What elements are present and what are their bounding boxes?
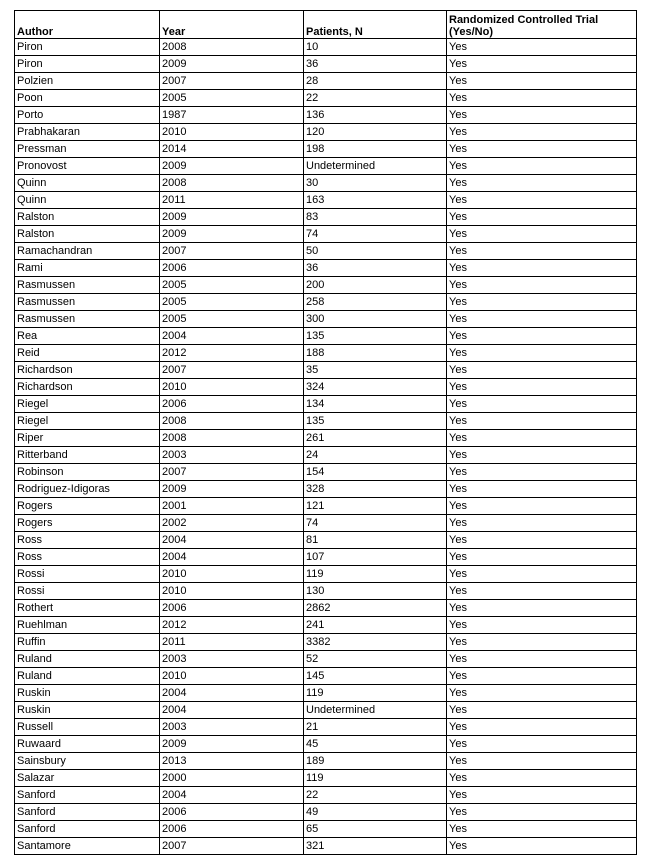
cell-patients: 188 bbox=[304, 345, 447, 362]
header-rct bbox=[447, 11, 637, 39]
cell-rct: Yes bbox=[447, 515, 637, 532]
cell-rct: Yes bbox=[447, 481, 637, 498]
cell-rct: Yes bbox=[447, 107, 637, 124]
table-row bbox=[15, 56, 637, 73]
cell-year: 2009 bbox=[160, 209, 304, 226]
table-row bbox=[15, 583, 637, 600]
cell-author: Rossi bbox=[15, 566, 160, 583]
cell-rct: Yes bbox=[447, 549, 637, 566]
cell-year: 2002 bbox=[160, 515, 304, 532]
cell-year: 2008 bbox=[160, 39, 304, 56]
cell-year: 2010 bbox=[160, 583, 304, 600]
cell-rct: Yes bbox=[447, 260, 637, 277]
cell-patients: 328 bbox=[304, 481, 447, 498]
cell-author: Ross bbox=[15, 549, 160, 566]
cell-patients: Undetermined bbox=[304, 702, 447, 719]
cell-author: Ruland bbox=[15, 651, 160, 668]
cell-rct: Yes bbox=[447, 532, 637, 549]
cell-year: 2007 bbox=[160, 362, 304, 379]
table-row bbox=[15, 498, 637, 515]
cell-year: 2008 bbox=[160, 413, 304, 430]
cell-patients: 81 bbox=[304, 532, 447, 549]
cell-patients: 136 bbox=[304, 107, 447, 124]
cell-author: Robinson bbox=[15, 464, 160, 481]
cell-author: Prabhakaran bbox=[15, 124, 160, 141]
cell-rct: Yes bbox=[447, 464, 637, 481]
cell-rct: Yes bbox=[447, 702, 637, 719]
cell-patients: 200 bbox=[304, 277, 447, 294]
cell-author: Sanford bbox=[15, 787, 160, 804]
cell-rct: Yes bbox=[447, 566, 637, 583]
header-rct-line1: Randomized Controlled Trial bbox=[449, 14, 599, 26]
cell-patients: 24 bbox=[304, 447, 447, 464]
cell-author: Ruskin bbox=[15, 685, 160, 702]
cell-author: Ramachandran bbox=[15, 243, 160, 260]
cell-year: 2006 bbox=[160, 821, 304, 838]
table-row bbox=[15, 107, 637, 124]
cell-year: 2011 bbox=[160, 634, 304, 651]
cell-author: Richardson bbox=[15, 362, 160, 379]
cell-author: Ross bbox=[15, 532, 160, 549]
cell-author: Poon bbox=[15, 90, 160, 107]
cell-rct: Yes bbox=[447, 396, 637, 413]
cell-rct: Yes bbox=[447, 430, 637, 447]
table-row bbox=[15, 209, 637, 226]
cell-patients: 258 bbox=[304, 294, 447, 311]
cell-rct: Yes bbox=[447, 719, 637, 736]
cell-author: Piron bbox=[15, 39, 160, 56]
cell-year: 2004 bbox=[160, 328, 304, 345]
cell-rct: Yes bbox=[447, 787, 637, 804]
cell-patients: 3382 bbox=[304, 634, 447, 651]
cell-rct: Yes bbox=[447, 243, 637, 260]
cell-patients: 130 bbox=[304, 583, 447, 600]
table-row bbox=[15, 73, 637, 90]
table-row bbox=[15, 617, 637, 634]
cell-rct: Yes bbox=[447, 158, 637, 175]
cell-patients: 145 bbox=[304, 668, 447, 685]
table-row bbox=[15, 753, 637, 770]
header-author: Author bbox=[15, 11, 160, 39]
cell-author: Rogers bbox=[15, 515, 160, 532]
cell-rct: Yes bbox=[447, 804, 637, 821]
cell-author: Rasmussen bbox=[15, 311, 160, 328]
cell-rct: Yes bbox=[447, 345, 637, 362]
cell-year: 2004 bbox=[160, 685, 304, 702]
cell-rct: Yes bbox=[447, 685, 637, 702]
cell-patients: 300 bbox=[304, 311, 447, 328]
cell-author: Rothert bbox=[15, 600, 160, 617]
cell-year: 2004 bbox=[160, 702, 304, 719]
table-header bbox=[15, 11, 637, 39]
cell-author: Riegel bbox=[15, 396, 160, 413]
table-row bbox=[15, 685, 637, 702]
cell-author: Rodriguez-Idigoras bbox=[15, 481, 160, 498]
cell-year: 2001 bbox=[160, 498, 304, 515]
cell-patients: 10 bbox=[304, 39, 447, 56]
cell-year: 2007 bbox=[160, 464, 304, 481]
table-row bbox=[15, 600, 637, 617]
cell-patients: 198 bbox=[304, 141, 447, 158]
cell-author: Rasmussen bbox=[15, 294, 160, 311]
cell-rct: Yes bbox=[447, 379, 637, 396]
cell-patients: 241 bbox=[304, 617, 447, 634]
cell-year: 2014 bbox=[160, 141, 304, 158]
cell-author: Rossi bbox=[15, 583, 160, 600]
cell-author: Ritterband bbox=[15, 447, 160, 464]
cell-patients: 121 bbox=[304, 498, 447, 515]
header-rct-line2: (Yes/No) bbox=[449, 26, 494, 38]
cell-patients: 65 bbox=[304, 821, 447, 838]
cell-author: Ralston bbox=[15, 209, 160, 226]
cell-year: 2008 bbox=[160, 430, 304, 447]
cell-patients: 134 bbox=[304, 396, 447, 413]
cell-year: 2003 bbox=[160, 447, 304, 464]
cell-patients: 50 bbox=[304, 243, 447, 260]
cell-author: Sanford bbox=[15, 821, 160, 838]
cell-year: 2005 bbox=[160, 294, 304, 311]
cell-author: Riper bbox=[15, 430, 160, 447]
cell-author: Porto bbox=[15, 107, 160, 124]
table-row bbox=[15, 362, 637, 379]
cell-rct: Yes bbox=[447, 413, 637, 430]
cell-year: 2010 bbox=[160, 379, 304, 396]
cell-year: 2012 bbox=[160, 617, 304, 634]
cell-patients: 83 bbox=[304, 209, 447, 226]
cell-patients: 119 bbox=[304, 566, 447, 583]
cell-patients: 74 bbox=[304, 226, 447, 243]
table-row bbox=[15, 651, 637, 668]
cell-patients: 324 bbox=[304, 379, 447, 396]
cell-author: Pressman bbox=[15, 141, 160, 158]
cell-author: Quinn bbox=[15, 192, 160, 209]
table-row bbox=[15, 192, 637, 209]
cell-author: Riegel bbox=[15, 413, 160, 430]
cell-patients: 135 bbox=[304, 413, 447, 430]
cell-patients: 119 bbox=[304, 770, 447, 787]
table-row bbox=[15, 532, 637, 549]
table-body bbox=[15, 39, 637, 855]
cell-author: Rea bbox=[15, 328, 160, 345]
table-row bbox=[15, 277, 637, 294]
cell-patients: 107 bbox=[304, 549, 447, 566]
cell-author: Ruehlman bbox=[15, 617, 160, 634]
cell-year: 2004 bbox=[160, 787, 304, 804]
cell-author: Santamore bbox=[15, 838, 160, 855]
cell-patients: 45 bbox=[304, 736, 447, 753]
cell-patients: 154 bbox=[304, 464, 447, 481]
cell-patients: 119 bbox=[304, 685, 447, 702]
table-row bbox=[15, 804, 637, 821]
cell-rct: Yes bbox=[447, 311, 637, 328]
cell-year: 2007 bbox=[160, 243, 304, 260]
cell-year: 2004 bbox=[160, 549, 304, 566]
cell-author: Ruskin bbox=[15, 702, 160, 719]
cell-rct: Yes bbox=[447, 328, 637, 345]
table-row bbox=[15, 481, 637, 498]
cell-author: Piron bbox=[15, 56, 160, 73]
cell-year: 2010 bbox=[160, 668, 304, 685]
cell-rct: Yes bbox=[447, 600, 637, 617]
table-row bbox=[15, 719, 637, 736]
cell-patients: Undetermined bbox=[304, 158, 447, 175]
cell-rct: Yes bbox=[447, 838, 637, 855]
cell-author: Rogers bbox=[15, 498, 160, 515]
cell-patients: 261 bbox=[304, 430, 447, 447]
cell-patients: 30 bbox=[304, 175, 447, 192]
cell-year: 2009 bbox=[160, 481, 304, 498]
cell-author: Ruland bbox=[15, 668, 160, 685]
cell-year: 1987 bbox=[160, 107, 304, 124]
cell-rct: Yes bbox=[447, 651, 637, 668]
cell-rct: Yes bbox=[447, 56, 637, 73]
cell-author: Richardson bbox=[15, 379, 160, 396]
table-row bbox=[15, 702, 637, 719]
cell-rct: Yes bbox=[447, 583, 637, 600]
table-row bbox=[15, 175, 637, 192]
cell-year: 2000 bbox=[160, 770, 304, 787]
cell-author: Polzien bbox=[15, 73, 160, 90]
header-year: Year bbox=[160, 11, 304, 39]
cell-patients: 52 bbox=[304, 651, 447, 668]
cell-rct: Yes bbox=[447, 124, 637, 141]
table-row bbox=[15, 294, 637, 311]
table-row bbox=[15, 549, 637, 566]
cell-year: 2009 bbox=[160, 158, 304, 175]
cell-rct: Yes bbox=[447, 736, 637, 753]
cell-year: 2005 bbox=[160, 277, 304, 294]
table-row bbox=[15, 838, 637, 855]
table-row bbox=[15, 260, 637, 277]
cell-rct: Yes bbox=[447, 447, 637, 464]
cell-year: 2006 bbox=[160, 600, 304, 617]
cell-year: 2013 bbox=[160, 753, 304, 770]
cell-year: 2009 bbox=[160, 56, 304, 73]
cell-rct: Yes bbox=[447, 226, 637, 243]
cell-year: 2006 bbox=[160, 396, 304, 413]
cell-patients: 35 bbox=[304, 362, 447, 379]
table-row bbox=[15, 413, 637, 430]
cell-patients: 36 bbox=[304, 260, 447, 277]
table-row bbox=[15, 787, 637, 804]
table-row bbox=[15, 243, 637, 260]
table-row bbox=[15, 515, 637, 532]
cell-author: Reid bbox=[15, 345, 160, 362]
cell-year: 2009 bbox=[160, 226, 304, 243]
cell-year: 2012 bbox=[160, 345, 304, 362]
cell-year: 2010 bbox=[160, 124, 304, 141]
table-row bbox=[15, 345, 637, 362]
cell-year: 2005 bbox=[160, 311, 304, 328]
table-row bbox=[15, 447, 637, 464]
cell-patients: 28 bbox=[304, 73, 447, 90]
cell-author: Sanford bbox=[15, 804, 160, 821]
cell-author: Ruwaard bbox=[15, 736, 160, 753]
cell-year: 2008 bbox=[160, 175, 304, 192]
cell-rct: Yes bbox=[447, 294, 637, 311]
table-row bbox=[15, 158, 637, 175]
cell-year: 2010 bbox=[160, 566, 304, 583]
cell-rct: Yes bbox=[447, 634, 637, 651]
cell-author: Rasmussen bbox=[15, 277, 160, 294]
cell-year: 2003 bbox=[160, 719, 304, 736]
table-row bbox=[15, 124, 637, 141]
cell-year: 2006 bbox=[160, 260, 304, 277]
cell-year: 2003 bbox=[160, 651, 304, 668]
cell-year: 2007 bbox=[160, 73, 304, 90]
cell-author: Russell bbox=[15, 719, 160, 736]
cell-rct: Yes bbox=[447, 277, 637, 294]
cell-author: Rami bbox=[15, 260, 160, 277]
table-row bbox=[15, 141, 637, 158]
cell-patients: 36 bbox=[304, 56, 447, 73]
cell-author: Sainsbury bbox=[15, 753, 160, 770]
cell-rct: Yes bbox=[447, 770, 637, 787]
cell-year: 2011 bbox=[160, 192, 304, 209]
cell-rct: Yes bbox=[447, 141, 637, 158]
table-row bbox=[15, 821, 637, 838]
cell-author: Quinn bbox=[15, 175, 160, 192]
cell-author: Salazar bbox=[15, 770, 160, 787]
table-row bbox=[15, 566, 637, 583]
cell-patients: 49 bbox=[304, 804, 447, 821]
table-row bbox=[15, 634, 637, 651]
table-row bbox=[15, 396, 637, 413]
cell-patients: 321 bbox=[304, 838, 447, 855]
cell-patients: 2862 bbox=[304, 600, 447, 617]
cell-patients: 189 bbox=[304, 753, 447, 770]
cell-patients: 22 bbox=[304, 90, 447, 107]
cell-author: Ralston bbox=[15, 226, 160, 243]
table-row bbox=[15, 328, 637, 345]
cell-year: 2009 bbox=[160, 736, 304, 753]
cell-rct: Yes bbox=[447, 362, 637, 379]
cell-patients: 74 bbox=[304, 515, 447, 532]
header-row bbox=[15, 11, 637, 39]
cell-patients: 21 bbox=[304, 719, 447, 736]
table-row bbox=[15, 379, 637, 396]
header-patients: Patients, N bbox=[304, 11, 447, 39]
table-row bbox=[15, 736, 637, 753]
table-row bbox=[15, 668, 637, 685]
cell-year: 2007 bbox=[160, 838, 304, 855]
cell-rct: Yes bbox=[447, 753, 637, 770]
cell-rct: Yes bbox=[447, 209, 637, 226]
table-row bbox=[15, 39, 637, 56]
cell-year: 2005 bbox=[160, 90, 304, 107]
cell-year: 2006 bbox=[160, 804, 304, 821]
cell-rct: Yes bbox=[447, 175, 637, 192]
cell-rct: Yes bbox=[447, 821, 637, 838]
cell-rct: Yes bbox=[447, 668, 637, 685]
cell-author: Ruffin bbox=[15, 634, 160, 651]
cell-rct: Yes bbox=[447, 39, 637, 56]
table-row bbox=[15, 90, 637, 107]
cell-rct: Yes bbox=[447, 90, 637, 107]
cell-patients: 135 bbox=[304, 328, 447, 345]
cell-rct: Yes bbox=[447, 498, 637, 515]
table-row bbox=[15, 430, 637, 447]
cell-rct: Yes bbox=[447, 617, 637, 634]
cell-patients: 22 bbox=[304, 787, 447, 804]
cell-author: Pronovost bbox=[15, 158, 160, 175]
studies-table bbox=[14, 10, 637, 855]
cell-patients: 120 bbox=[304, 124, 447, 141]
table-row bbox=[15, 311, 637, 328]
cell-patients: 163 bbox=[304, 192, 447, 209]
cell-rct: Yes bbox=[447, 73, 637, 90]
table-row bbox=[15, 226, 637, 243]
cell-year: 2004 bbox=[160, 532, 304, 549]
table-row bbox=[15, 770, 637, 787]
cell-rct: Yes bbox=[447, 192, 637, 209]
table-row bbox=[15, 464, 637, 481]
